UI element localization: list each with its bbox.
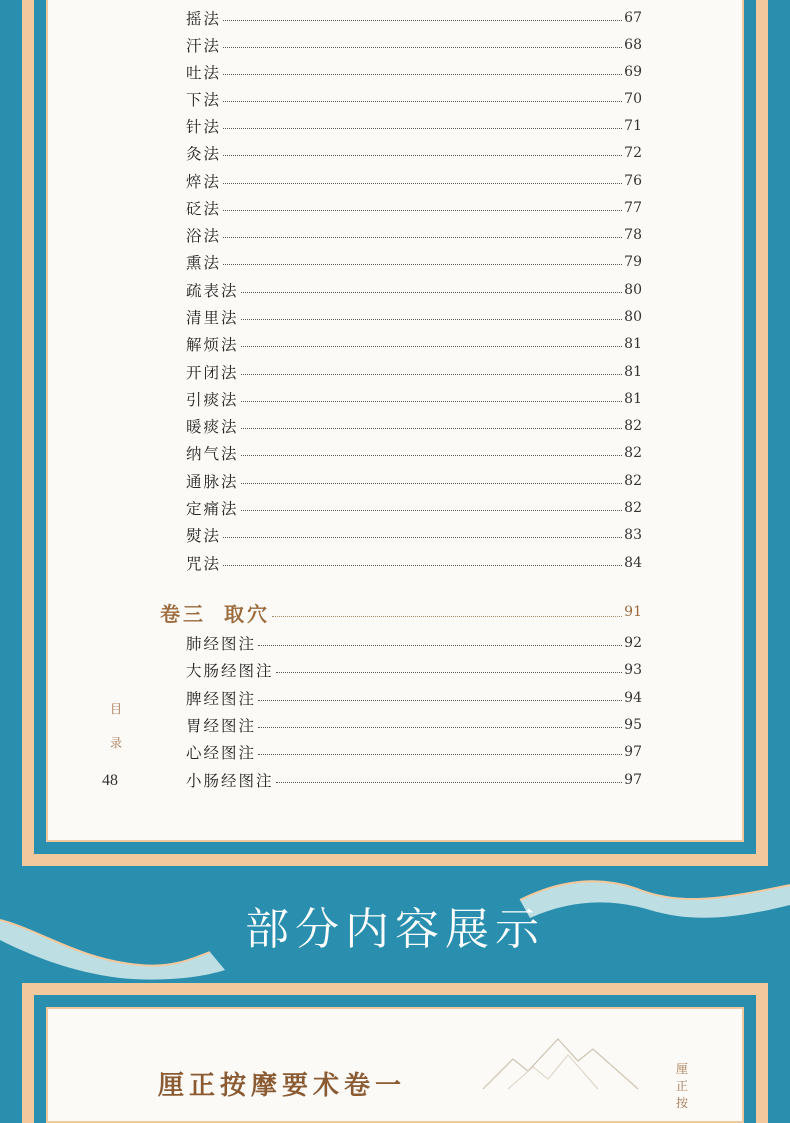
toc-leader xyxy=(223,155,622,156)
toc-leader xyxy=(223,47,622,48)
toc-leader xyxy=(241,346,623,347)
toc-page-number: 68 xyxy=(624,37,642,53)
toc-page-number: 80 xyxy=(624,282,642,298)
toc-row xyxy=(186,115,642,137)
toc-leader xyxy=(223,20,622,21)
page-number: 48 xyxy=(102,772,118,789)
toc-row xyxy=(186,7,642,29)
toc-title: 开闭法 xyxy=(186,364,239,382)
preview-side-label: 厘正按 xyxy=(676,1062,689,1110)
toc-leader xyxy=(241,483,623,484)
toc-row xyxy=(186,34,642,56)
toc-page-number: 95 xyxy=(624,717,642,733)
toc-page-number: 78 xyxy=(624,227,642,243)
toc-leader xyxy=(223,128,622,129)
section-name: 取穴 xyxy=(224,601,270,626)
toc-row xyxy=(186,142,642,164)
toc-row xyxy=(186,224,642,246)
toc-row xyxy=(186,88,642,110)
toc-title: 咒法 xyxy=(186,555,222,573)
toc-section-heading xyxy=(160,598,642,626)
toc-leader xyxy=(223,183,622,184)
toc-row xyxy=(186,388,642,410)
toc-title: 心经图注 xyxy=(186,744,257,762)
preview-frame xyxy=(22,983,768,1123)
toc-page-number: 82 xyxy=(624,445,642,461)
toc-title: 通脉法 xyxy=(186,473,239,491)
toc-title: 肺经图注 xyxy=(186,635,257,653)
toc-row xyxy=(186,741,642,763)
toc-page-number: 91 xyxy=(624,604,642,620)
toc-leader xyxy=(258,754,622,755)
toc-leader xyxy=(258,700,622,701)
toc-page-number: 81 xyxy=(624,391,642,407)
toc-page-number: 82 xyxy=(624,418,642,434)
toc-page-number: 67 xyxy=(624,10,642,26)
banner-title: 部分内容展示 xyxy=(245,904,545,955)
toc-leader xyxy=(241,292,623,293)
toc-leader xyxy=(272,616,622,617)
toc-leader xyxy=(223,537,622,538)
toc-page-number: 80 xyxy=(624,309,642,325)
toc-row xyxy=(186,415,642,437)
toc-page-number: 70 xyxy=(624,91,642,107)
toc-row xyxy=(186,470,642,492)
toc-leader xyxy=(223,237,622,238)
toc-page-number: 83 xyxy=(624,527,642,543)
toc-leader xyxy=(241,401,623,402)
toc-leader xyxy=(241,374,623,375)
toc-title: 浴法 xyxy=(186,227,222,245)
toc-page-number: 97 xyxy=(624,772,642,788)
toc-leader xyxy=(276,782,623,783)
toc-leader xyxy=(258,727,622,728)
toc-leader xyxy=(241,319,623,320)
toc-page xyxy=(46,0,744,842)
toc-leader xyxy=(223,565,622,566)
toc-page-number: 94 xyxy=(624,690,642,706)
toc-page-number: 81 xyxy=(624,364,642,380)
toc-title: 小肠经图注 xyxy=(186,772,274,790)
toc-title: 脾经图注 xyxy=(186,690,257,708)
toc-title: 熨法 xyxy=(186,527,222,545)
toc-page-number: 93 xyxy=(624,662,642,678)
toc-title: 针法 xyxy=(186,118,222,136)
toc-title: 暖痰法 xyxy=(186,418,239,436)
toc-title: 下法 xyxy=(186,91,222,109)
toc-row xyxy=(186,442,642,464)
toc-row xyxy=(186,361,642,383)
toc-title: 定痛法 xyxy=(186,500,239,518)
toc-page-number: 79 xyxy=(624,254,642,270)
toc-leader xyxy=(241,428,623,429)
toc-title: 熏法 xyxy=(186,254,222,272)
toc-page-number: 72 xyxy=(624,145,642,161)
preview-title: 厘正按摩要术卷一 xyxy=(158,1071,407,1101)
toc-leader xyxy=(223,101,622,102)
toc-leader xyxy=(276,672,623,673)
toc-row xyxy=(186,524,642,546)
toc-leader xyxy=(241,510,623,511)
toc-row xyxy=(186,632,642,654)
toc-page-number: 81 xyxy=(624,336,642,352)
toc-row xyxy=(186,714,642,736)
toc-title: 吐法 xyxy=(186,64,222,82)
toc-row xyxy=(186,497,642,519)
toc-row xyxy=(186,333,642,355)
toc-title: 胃经图注 xyxy=(186,717,257,735)
toc-row xyxy=(186,306,642,328)
toc-row xyxy=(186,170,642,192)
toc-title: 大肠经图注 xyxy=(186,662,274,680)
toc-page-number: 97 xyxy=(624,744,642,760)
toc-row xyxy=(186,61,642,83)
toc-page-number: 71 xyxy=(624,118,642,134)
toc-row xyxy=(186,197,642,219)
toc-title: 灸法 xyxy=(186,145,222,163)
side-label-char: 录 xyxy=(110,736,123,750)
toc-row xyxy=(186,279,642,301)
toc-row xyxy=(186,659,642,681)
toc-row xyxy=(186,552,642,574)
toc-row xyxy=(186,687,642,709)
toc-frame xyxy=(22,0,768,866)
mountain-illustration xyxy=(478,1031,648,1091)
section-label: 卷三 xyxy=(160,601,206,626)
toc-leader xyxy=(223,210,622,211)
side-label-char: 目 xyxy=(110,702,123,716)
toc-title: 疏表法 xyxy=(186,282,239,300)
toc-leader xyxy=(223,264,622,265)
toc-page-number: 82 xyxy=(624,473,642,489)
toc-page-number: 84 xyxy=(624,555,642,571)
toc-title: 纳气法 xyxy=(186,445,239,463)
toc-title: 清里法 xyxy=(186,309,239,327)
toc-row xyxy=(186,251,642,273)
toc-page-number: 77 xyxy=(624,200,642,216)
toc-title: 砭法 xyxy=(186,200,222,218)
toc-page-number: 69 xyxy=(624,64,642,80)
preview-page xyxy=(46,1007,744,1123)
toc-title xyxy=(186,0,221,2)
toc-leader xyxy=(258,645,622,646)
toc-page-number: 76 xyxy=(624,173,642,189)
toc-title: 汗法 xyxy=(186,37,222,55)
toc-leader xyxy=(223,74,622,75)
toc-title: 焠法 xyxy=(186,173,222,191)
toc-leader xyxy=(241,455,623,456)
toc-title: 摇法 xyxy=(186,10,222,28)
toc-page-number: 92 xyxy=(624,635,642,651)
toc-row xyxy=(186,0,642,2)
toc-title: 引痰法 xyxy=(186,391,239,409)
toc-page-number: 82 xyxy=(624,500,642,516)
toc-title: 解烦法 xyxy=(186,336,239,354)
toc-row xyxy=(186,769,642,791)
